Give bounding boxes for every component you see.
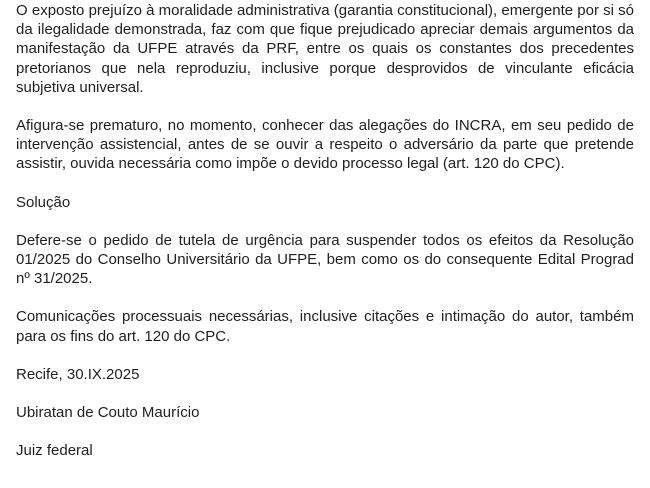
paragraph-decision: Defere-se o pedido de tutela de urgência para suspender todos os efeitos da Resolução 01/2025 do Conselho Universitário da UFPE, bem como os do consequente Edital Prograd nº 31/2025. bbox=[16, 231, 634, 288]
signatory-name: Ubiratan de Couto Maurício bbox=[16, 404, 200, 422]
signatory-title: Juiz federal bbox=[16, 442, 93, 460]
place-date: Recife, 30.IX.2025 bbox=[16, 365, 140, 383]
paragraph-incra-intervention: Afigura-se prematuro, no momento, conhecer das alegações do INCRA, em seu pedido de intervenção assistencial, antes de se ouvir a respeito o adversário da parte que pretende assistir, ouvida necessária como impõe o devido processo legal (art. 120 do CPC). bbox=[16, 117, 634, 173]
paragraph-merit-conclusion: O exposto prejuízo à moralidade administrativa (garantia constitucional), emergente por si só da ilegalidade demonstrada, faz com que fique prejudicado apreciar demais argumentos da manifestação da UFPE através da PRF, entre os quais os constantes dos precedentes pretorianos que nela reproduziu, inclusive porque desprovidos de vinculante eficácia subjetiva universal. bbox=[16, 2, 634, 96]
paragraph-communications: Comunicações processuais necessárias, inclusive citações e intimação do autor, também para os fins do art. 120 do CPC. bbox=[16, 308, 634, 345]
section-heading-solucao: Solução bbox=[16, 193, 71, 211]
